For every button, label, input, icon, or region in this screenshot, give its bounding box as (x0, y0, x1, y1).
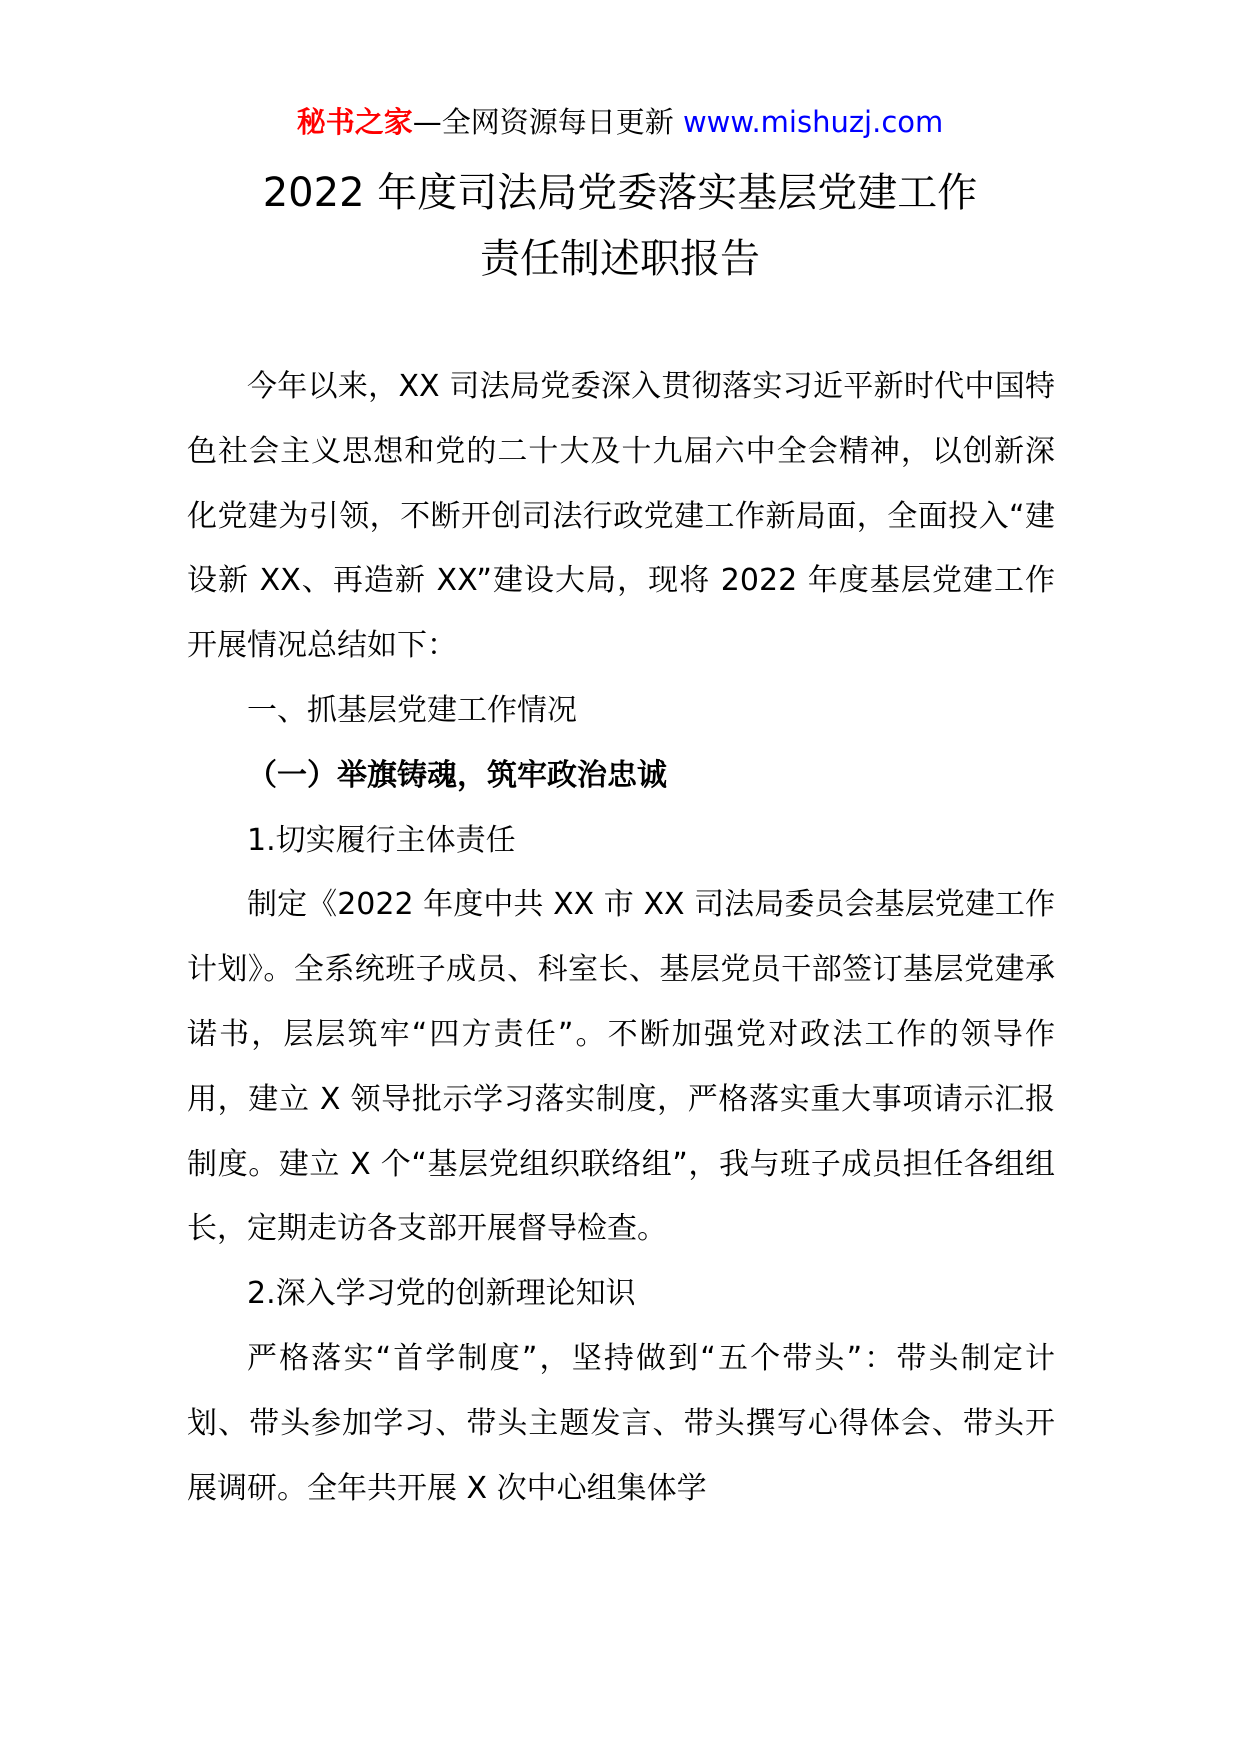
intro-paragraph: 今年以来，XX 司法局党委深入贯彻落实习近平新时代中国特色社会主义思想和党的二十大及十九届六中全会精神，以创新深化党建为引领，不断开创司法行政党建工作新局面，全面投入“建设新 XX、再造新 XX”建设大局，现将 2022 年度基层党建工作开展情况总结如下： (187, 369, 1055, 664)
item-paragraph-1: 制定《2022 年度中共 XX 市 XX 司法局委员会基层党建工作计划》。全系统班子成员、科室长、基层党员干部签订基层党建承诺书，层层筑牢“四方责任”。不断加强党对政法工作的领导作用，建立 X 领导批示学习落实制度，严格落实重大事项请示汇报制度。建立 X 个“基层党组织联络组”，我与班子成员担任各组组长，定期走访各支部开展督导检查。 (187, 887, 1055, 1247)
site-url-link[interactable]: www.mishuzj.com (682, 105, 944, 139)
item-heading-1: 1.切实履行主体责任 (247, 822, 516, 858)
item-heading-2: 2.深入学习党的创新理论知识 (247, 1276, 636, 1312)
document-title-line-1: 2022 年度司法局党委落实基层党建工作 (262, 170, 978, 216)
item-paragraph-2: 严格落实“首学制度”，坚持做到“五个带头”：带头制定计划、带头参加学习、带头主题发言、带头撰写心得体会、带头开展调研。全年共开展 X 次中心组集体学 (187, 1340, 1055, 1506)
section-heading: 一、抓基层党建工作情况 (247, 692, 577, 728)
brand-name: 秘书之家 (296, 105, 413, 139)
header-slogan: —全网资源每日更新 (412, 105, 674, 139)
subsection-heading: （一）举旗铸魂，筑牢政治忠诚 (247, 757, 667, 793)
document-title-line-2: 责任制述职报告 (480, 236, 760, 282)
site-header (0, 102, 1240, 142)
document-body (187, 355, 1055, 1521)
